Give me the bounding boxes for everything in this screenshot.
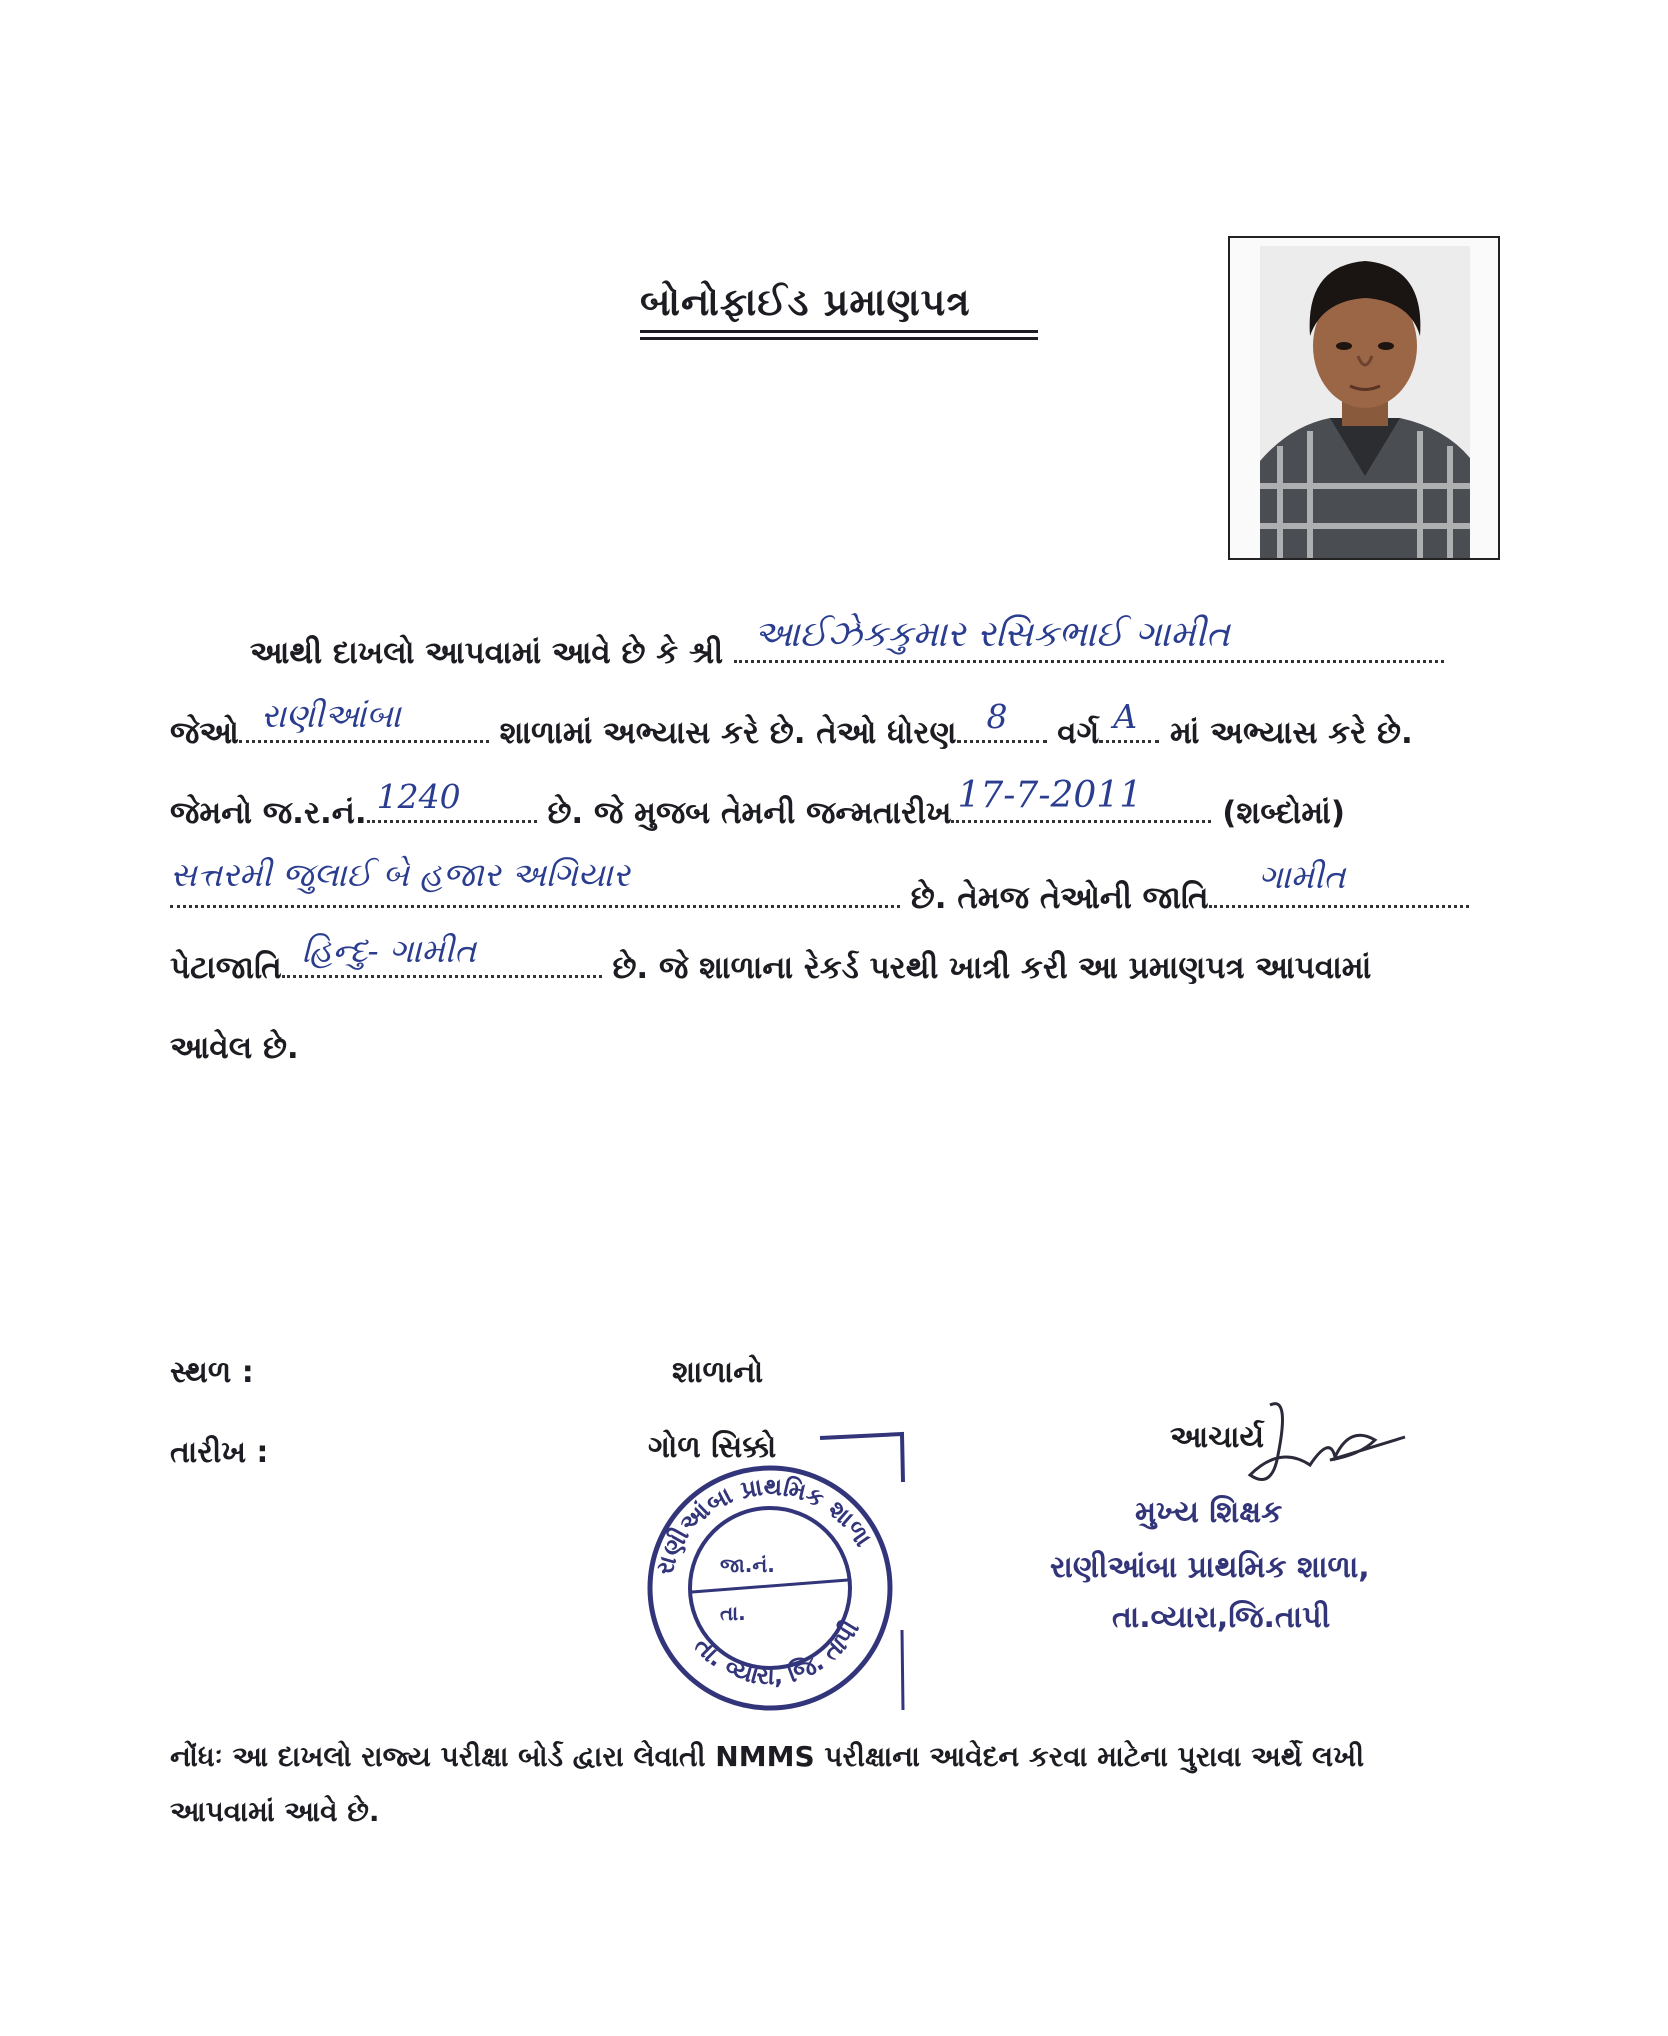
line2-mid: શાળામાં અભ્યાસ કરે છે. તેઓ ધોરણ (499, 715, 957, 751)
line2-varg: વર્ગ (1057, 715, 1100, 751)
signatory-2: મુખ્ય શિક્ષક (1135, 1495, 1283, 1530)
para-line-2 (170, 696, 1413, 752)
caste-field (1209, 857, 1469, 908)
seal-ta: તા. (720, 1601, 746, 1625)
school-name: રાણીઆંબા (260, 696, 401, 735)
line5-prefix: પેટાજાતિ (170, 950, 282, 986)
para-line-5 (170, 931, 1372, 987)
line2-jeo: જેઓ (170, 715, 239, 751)
standard-value: 8 (986, 697, 1008, 736)
seal-label-1: શાળાનો (672, 1355, 764, 1390)
seal-ring-bottom: તા. વ્યારા, જિ. તાપી (688, 1615, 865, 1691)
standard-field (957, 697, 1047, 743)
seal-ja-no: જા.નં. (720, 1553, 775, 1577)
para-line-4 (170, 855, 1469, 917)
signatory-3: રાણીઆંબા પ્રાથમિક શાળા, (1050, 1550, 1370, 1585)
dob-words: સત્તરમી જુલાઈ બે હજાર અગિયાર (170, 855, 630, 894)
place-label: સ્થળ : (170, 1355, 254, 1390)
line4-mid: છે. તેમજ તેઓની જાતિ (910, 880, 1209, 916)
caste-value: ગામીત (1258, 857, 1346, 896)
line2-end: માં અભ્યાસ કરે છે. (1170, 715, 1413, 751)
subcaste-value: હિન્દુ- ગામીત (301, 931, 476, 970)
para-line-6: આવેલ છે. (170, 1030, 299, 1066)
certificate-title: બોનોફાઈડ પ્રમાણપત્ર (640, 280, 971, 324)
school-field (239, 696, 489, 743)
svg-text:તા. વ્યારા, જિ. તાપી (689, 1616, 865, 1691)
photo-image (1260, 246, 1470, 558)
school-seal (620, 1420, 920, 1720)
subcaste-field (282, 931, 602, 978)
division-value: A (1113, 697, 1138, 736)
dob-value: 17-7-2011 (957, 775, 1143, 816)
para-line-3 (170, 775, 1346, 832)
signatory-4: તા.વ્યારા,જિ.તાપી (1112, 1600, 1331, 1635)
note-line-2: આપવામાં આવે છે. (170, 1795, 380, 1828)
line3-prefix: જેમનો જ.ર.નં. (170, 795, 367, 831)
gr-field (367, 777, 537, 823)
title-underline (640, 330, 1038, 333)
note-line-1: નોંધઃ આ દાખલો રાજ્ય પરીક્ષા બોર્ડ દ્વારા લેવાતી NMMS પરીક્ષાના આવેદન કરવા માટેના પુરાવા અર્થે લખી (170, 1740, 1365, 1773)
dob-field (951, 775, 1211, 823)
student-name: આઈઝેકકુમાર રસિકભાઈ ગામીત (753, 614, 1230, 655)
line1-prefix: આથી દાખલો આપવામાં આવે છે કે શ્રી (250, 635, 724, 671)
student-photo (1228, 236, 1500, 560)
dob-words-field (170, 855, 900, 908)
line3-mid: છે. જે મુજબ તેમની જન્મતારીખ (547, 795, 952, 831)
para-line-1 (250, 614, 1444, 672)
line3-end: (શબ્દોમાં) (1222, 795, 1346, 831)
seal-label-2: ગોળ સિક્કો (648, 1430, 777, 1465)
line5-end: છે. જે શાળાના રેકર્ડ પરથી ખાત્રી કરી આ પ્રમાણપત્ર આપવામાં (612, 950, 1372, 986)
division-field (1099, 697, 1159, 743)
title-underline-2 (640, 337, 1038, 340)
student-name-field (734, 614, 1444, 663)
signatory-1: આચાર્ય (1170, 1420, 1265, 1455)
seal-ring-top: રાણીઆંબા પ્રાથમિક શાળા (650, 1472, 878, 1578)
gr-number: 1240 (376, 777, 461, 816)
date-label: તારીખ : (170, 1435, 269, 1470)
